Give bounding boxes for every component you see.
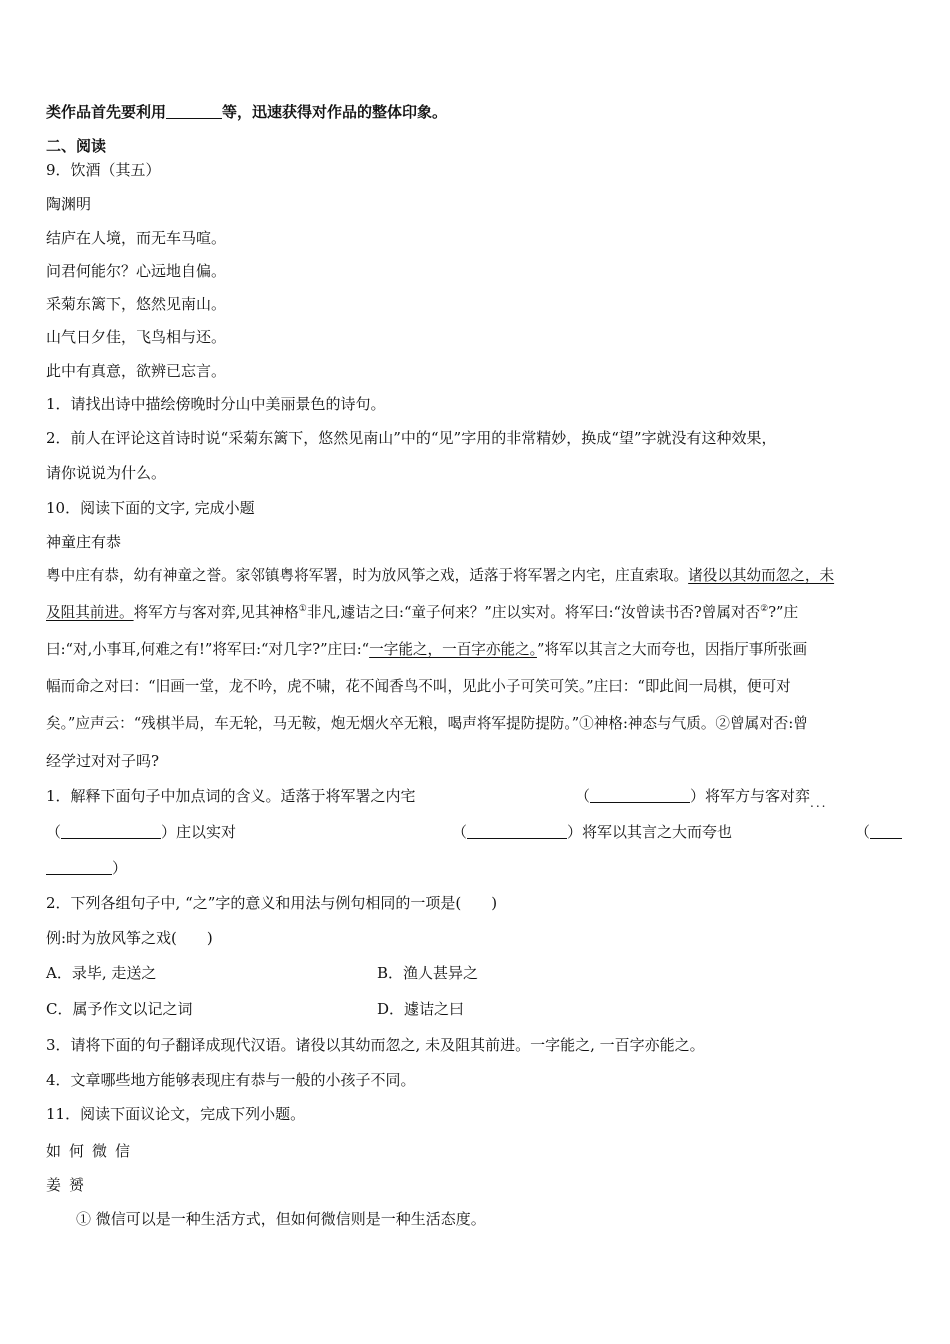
q9-sub1: 1．请找出诗中描绘傍晚时分山中美丽景色的诗句。 <box>46 395 386 413</box>
q10-heading: 神童庄有恭 <box>46 533 122 551</box>
q11-author: 姜赟 <box>46 1176 93 1194</box>
q11-paragraph-1: ① 微信可以是一种生活方式，但如何微信则是一种生活态度。 <box>76 1210 486 1228</box>
intro-blank[interactable] <box>166 103 222 119</box>
intro-line <box>46 102 447 122</box>
q10-sub2: 2．下列各组句子中, “之”字的意义和用法与例句相同的一项是( ) <box>46 894 498 912</box>
intro-before: 类作品首先要利用 <box>46 103 167 121</box>
poem-line: 此中有真意，欲辨已忘言。 <box>46 362 227 380</box>
passage-line: 经学过对对子吗? <box>46 752 160 770</box>
q11-heading: 如何微信 <box>46 1142 139 1160</box>
poem-line: 采菊东篱下，悠然见南山。 <box>46 295 227 313</box>
passage-line: 曰:“对,小事耳,何难之有!”将军曰:“对几字?”庄曰:“一字能之，一百字亦能之。”将军以其言之大而夸也，因指厅事所张画 <box>46 641 808 658</box>
q10-sub4: 4．文章哪些地方能够表现庄有恭与一般的小孩子不同。 <box>46 1071 416 1089</box>
option-c[interactable]: C．属予作文以记之词 <box>46 1000 193 1018</box>
footnote-mark: ② <box>760 604 769 615</box>
section-heading: 二、阅读 <box>46 137 107 155</box>
q10-sub1-intro: 1．解释下面句子中加点词的含义。适落于将军署之内宅 <box>46 787 416 805</box>
q9-sub2-line1: 2．前人在评论这首诗时说“采菊东篱下，悠然见南山”中的“见”字用的非常精妙，换成“望”字就没有这种效果， <box>46 429 777 447</box>
q10-sub3: 3．请将下面的句子翻译成现代汉语。诸役以其幼而忽之, 未及阻其前进。一字能之, 一百字亦能之。 <box>46 1036 705 1054</box>
emphasis-dots: ... <box>810 796 828 810</box>
passage-line: 幅而命之对曰：“旧画一堂，龙不吟，虎不啸，花不闻香鸟不叫，见此小子可笑可笑。”庄曰：“即此间一局棋，便可对 <box>46 678 791 695</box>
passage-line: 粤中庄有恭，幼有神童之誉。家邻镇粤将军署，时为放风筝之戏，适落于将军署之内宅，庄直索取。诸役以其幼而忽之，未 <box>46 567 835 584</box>
underlined-sentence: 一字能之，一百字亦能之。 <box>369 641 537 658</box>
footnote-mark: ① <box>298 604 307 615</box>
option-b[interactable]: B．渔人甚异之 <box>377 964 479 982</box>
option-d[interactable]: D．遽诘之曰 <box>377 1000 465 1018</box>
answer-blank-1[interactable]: （ ）将军方与客对弈$_{...}$ <box>575 787 828 810</box>
underlined-sentence: 及阻其前进。 <box>46 604 134 621</box>
poem-line: 问君何能尔？心远地自偏。 <box>46 262 227 280</box>
q10-example: 例:时为放风筝之戏( ) <box>46 929 213 947</box>
poem-line: 山气日夕佳，飞鸟相与还。 <box>46 328 227 346</box>
intro-after: 等，迅速获得对作品的整体印象。 <box>222 103 448 121</box>
passage-line: 及阻其前进。将军方与客对弈,见其神格①非凡,遽诘之曰:“童子何来？”庄以实对。将军曰:“汝曾读书否?曾属对否②?”庄 <box>46 604 799 621</box>
answer-blank-2[interactable]: （ ）庄以实对 <box>46 823 237 841</box>
answer-blank-3[interactable]: （ ）将军以其言之大而夸也 <box>452 823 733 841</box>
poem-line: 结庐在人境，而无车马喧。 <box>46 229 227 247</box>
answer-blank-4[interactable]: （ <box>855 822 902 842</box>
q9-sub2-line2: 请你说说为什么。 <box>46 464 167 482</box>
q11-title: 11．阅读下面议论文，完成下列小题。 <box>46 1105 306 1123</box>
answer-blank-4-cont[interactable]: ） <box>46 858 127 878</box>
option-a[interactable]: A．录毕, 走送之 <box>46 964 157 982</box>
underlined-sentence: 诸役以其幼而忽之，未 <box>688 567 835 584</box>
passage-line: 矣。”应声云：“残棋半局，车无轮，马无鞍，炮无烟火卒无粮，喝声将军提防提防。”①神格:神态与气质。②曾属对否:曾 <box>46 715 808 732</box>
q9-author: 陶渊明 <box>46 195 92 213</box>
q10-title: 10．阅读下面的文字, 完成小题 <box>46 499 255 517</box>
q9-title: 9．饮酒（其五） <box>46 161 161 179</box>
